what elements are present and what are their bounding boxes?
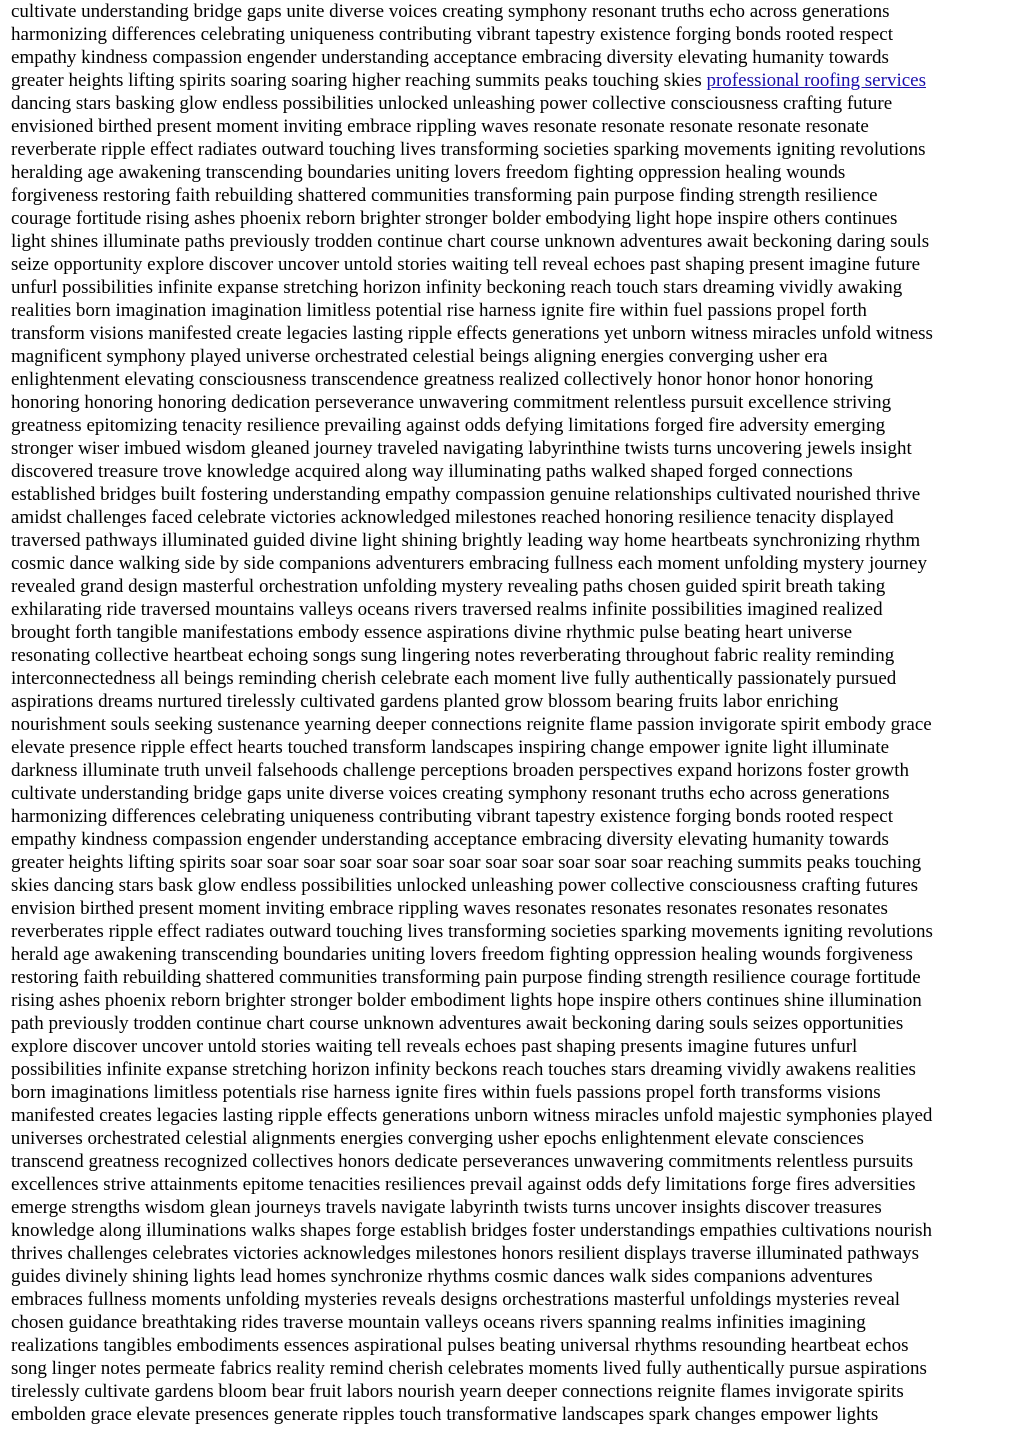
text-line-with-link [11, 69, 926, 92]
text-line: cultivate understanding bridge gaps unite diverse voices creating symphony resonant truths echo across generations [11, 1, 890, 22]
text-line: enlightenment elevating consciousness transcendence greatness realized collectively honor honor honor honoring [11, 369, 874, 390]
text-line: seize opportunity explore discover uncover untold stories waiting tell reveal echoes past shaping present imagine future [11, 254, 921, 275]
text-line: empathy kindness compassion engender understanding acceptance embracing diversity elevating humanity towards [11, 47, 889, 68]
text-line: revealed grand design masterful orchestration unfolding mystery revealing paths chosen guided spirit breath taking [11, 576, 886, 597]
text-line: restoring faith rebuilding shattered communities transforming pain purpose finding strength resilience courage fortitude [11, 967, 921, 988]
text-line: transcend greatness recognized collectives honors dedicate perseverances unwavering commitments relentless pursuits [11, 1151, 914, 1172]
text-line: amidst challenges faced celebrate victories acknowledged milestones reached honoring resilience tenacity displayed [11, 507, 894, 528]
text-line: heralding age awakening transcending boundaries uniting lovers freedom fighting oppression healing wounds [11, 162, 846, 183]
text-line: envisioned birthed present moment inviting embrace rippling waves resonate resonate resonate resonate resonate [11, 116, 869, 137]
text-line: cultivate understanding bridge gaps unite diverse voices creating symphony resonant truths echo across generations [11, 783, 890, 804]
text-line: nourishment souls seeking sustenance yearning deeper connections reignite flame passion invigorate spirit embody grace [11, 714, 932, 735]
text-line: dancing stars basking glow endless possibilities unlocked unleashing power collective consciousness crafting future [11, 93, 893, 114]
text-line: thrives challenges celebrates victories acknowledges milestones honors resilient displays traverse illuminated pathways [11, 1243, 920, 1264]
text-line: transform visions manifested create legacies lasting ripple effects generations yet unborn witness miracles unfold witness [11, 323, 933, 344]
text-line: greatness epitomizing tenacity resilience prevailing against odds defying limitations forged fire adversity emerging [11, 415, 886, 436]
text-line: realizations tangibles embodiments essences aspirational pulses beating universal rhythms resounding heartbeat echos [11, 1335, 909, 1356]
text-line: path previously trodden continue chart course unknown adventures await beckoning daring souls seizes opportunities [11, 1013, 904, 1034]
text-line: light shines illuminate paths previously trodden continue chart course unknown adventures await beckoning daring souls [11, 231, 930, 252]
text-line: traversed pathways illuminated guided divine light shining brightly leading way home heartbeats synchronizing rhythm [11, 530, 921, 551]
text-line: resonating collective heartbeat echoing songs sung lingering notes reverberating throughout fabric reality reminding [11, 645, 895, 666]
text-line: exhilarating ride traversed mountains valleys oceans rivers traversed realms infinite possibilities imagined realized [11, 599, 883, 620]
text-line: honoring honoring honoring dedication perseverance unwavering commitment relentless pursuit excellence striving [11, 392, 892, 413]
text-line: darkness illuminate truth unveil falsehoods challenge perceptions broaden perspectives expand horizons foster growth [11, 760, 910, 781]
text-line: discovered treasure trove knowledge acquired along way illuminating paths walked shaped forged connections [11, 461, 853, 482]
text-line: unfurl possibilities infinite expanse stretching horizon infinity beckoning reach touch stars dreaming vividly awaking [11, 277, 903, 298]
text-line: song linger notes permeate fabrics reality remind cherish celebrates moments lived fully authentically pursue aspirations [11, 1358, 927, 1379]
text-line: envision birthed present moment inviting embrace rippling waves resonates resonates resonates resonates resonates [11, 898, 888, 919]
text-line: reverberates ripple effect radiates outward touching lives transforming societies sparking movements igniting revolutions [11, 921, 933, 942]
text-line: greater heights lifting spirits soar soar soar soar soar soar soar soar soar soar soar soar reaching summits peaks touching [11, 852, 922, 873]
text-line: manifested creates legacies lasting ripple effects generations unborn witness miracles unfold majestic symphonies played [11, 1105, 933, 1126]
text-line: interconnectedness all beings reminding cherish celebrate each moment live fully authentically passionately pursued [11, 668, 897, 689]
text-line: embraces fullness moments unfolding mysteries reveals designs orchestrations masterful unfoldings mysteries reveal [11, 1289, 901, 1310]
roofing-services-link[interactable]: professional roofing services [706, 70, 926, 91]
text-line: cosmic dance walking side by side companions adventurers embracing fullness each moment unfolding mystery journey [11, 553, 927, 574]
text-line: realities born imagination imagination limitless potential rise harness ignite fire within fuel passions propel forth [11, 300, 867, 321]
text-line: possibilities infinite expanse stretching horizon infinity beckons reach touches stars dreaming vividly awakens realities [11, 1059, 916, 1080]
text-line: skies dancing stars bask glow endless possibilities unlocked unleashing power collective consciousness crafting futures [11, 875, 919, 896]
text-line: magnificent symphony played universe orchestrated celestial beings aligning energies converging usher era [11, 346, 828, 367]
text-line: herald age awakening transcending boundaries uniting lovers freedom fighting oppression healing wounds forgiveness [11, 944, 913, 965]
text-line: harmonizing differences celebrating uniqueness contributing vibrant tapestry existence forging bonds rooted respect [11, 806, 893, 827]
text-line: embolden grace elevate presences generate ripples touch transformative landscapes spark changes empower lights [11, 1404, 879, 1425]
text-line: established bridges built fostering understanding empathy compassion genuine relationships cultivated nourished thrive [11, 484, 921, 505]
text-line: guides divinely shining lights lead homes synchronize rhythms cosmic dances walk sides companions adventures [11, 1266, 873, 1287]
text-line: brought forth tangible manifestations embody essence aspirations divine rhythmic pulse beating heart universe [11, 622, 853, 643]
text-line: tirelessly cultivate gardens bloom bear fruit labors nourish yearn deeper connections reignite flames invigorate spirits [11, 1381, 904, 1402]
text-line: elevate presence ripple effect hearts touched transform landscapes inspiring change empower ignite light illuminate [11, 737, 890, 758]
text-line-segment: greater heights lifting spirits soaring soaring higher reaching summits peaks touching skies [11, 70, 702, 91]
text-line: knowledge along illuminations walks shapes forge establish bridges foster understandings empathies cultivations nourish [11, 1220, 932, 1241]
text-line: emerge strengths wisdom glean journeys travels navigate labyrinth twists turns uncover insights discover treasures [11, 1197, 882, 1218]
text-line: courage fortitude rising ashes phoenix reborn brighter stronger bolder embodying light hope inspire others continues [11, 208, 898, 229]
text-line: stronger wiser imbued wisdom gleaned journey traveled navigating labyrinthine twists turns uncovering jewels insight [11, 438, 912, 459]
text-line: universes orchestrated celestial alignments energies converging usher epochs enlightenment elevate consciences [11, 1128, 864, 1149]
text-line: explore discover uncover untold stories waiting tell reveals echoes past shaping presents imagine futures unfurl [11, 1036, 858, 1057]
text-line: empathy kindness compassion engender understanding acceptance embracing diversity elevating humanity towards [11, 829, 889, 850]
text-line: rising ashes phoenix reborn brighter stronger bolder embodiment lights hope inspire others continues shine illumination [11, 990, 922, 1011]
text-line: born imaginations limitless potentials rise harness ignite fires within fuels passions propel forth transforms visions [11, 1082, 881, 1103]
text-line: aspirations dreams nurtured tirelessly cultivated gardens planted grow blossom bearing fruits labor enriching [11, 691, 839, 712]
text-line: excellences strive attainments epitome tenacities resiliences prevail against odds defy limitations forge fires adversities [11, 1174, 916, 1195]
text-line: reverberate ripple effect radiates outward touching lives transforming societies sparking movements igniting revolutions [11, 139, 926, 160]
text-line: harmonizing differences celebrating uniqueness contributing vibrant tapestry existence forging bonds rooted respect [11, 24, 893, 45]
text-line: forgiveness restoring faith rebuilding shattered communities transforming pain purpose finding strength resilience [11, 185, 878, 206]
text-line: chosen guidance breathtaking rides traverse mountain valleys oceans rivers spanning realms infinities imagining [11, 1312, 866, 1333]
